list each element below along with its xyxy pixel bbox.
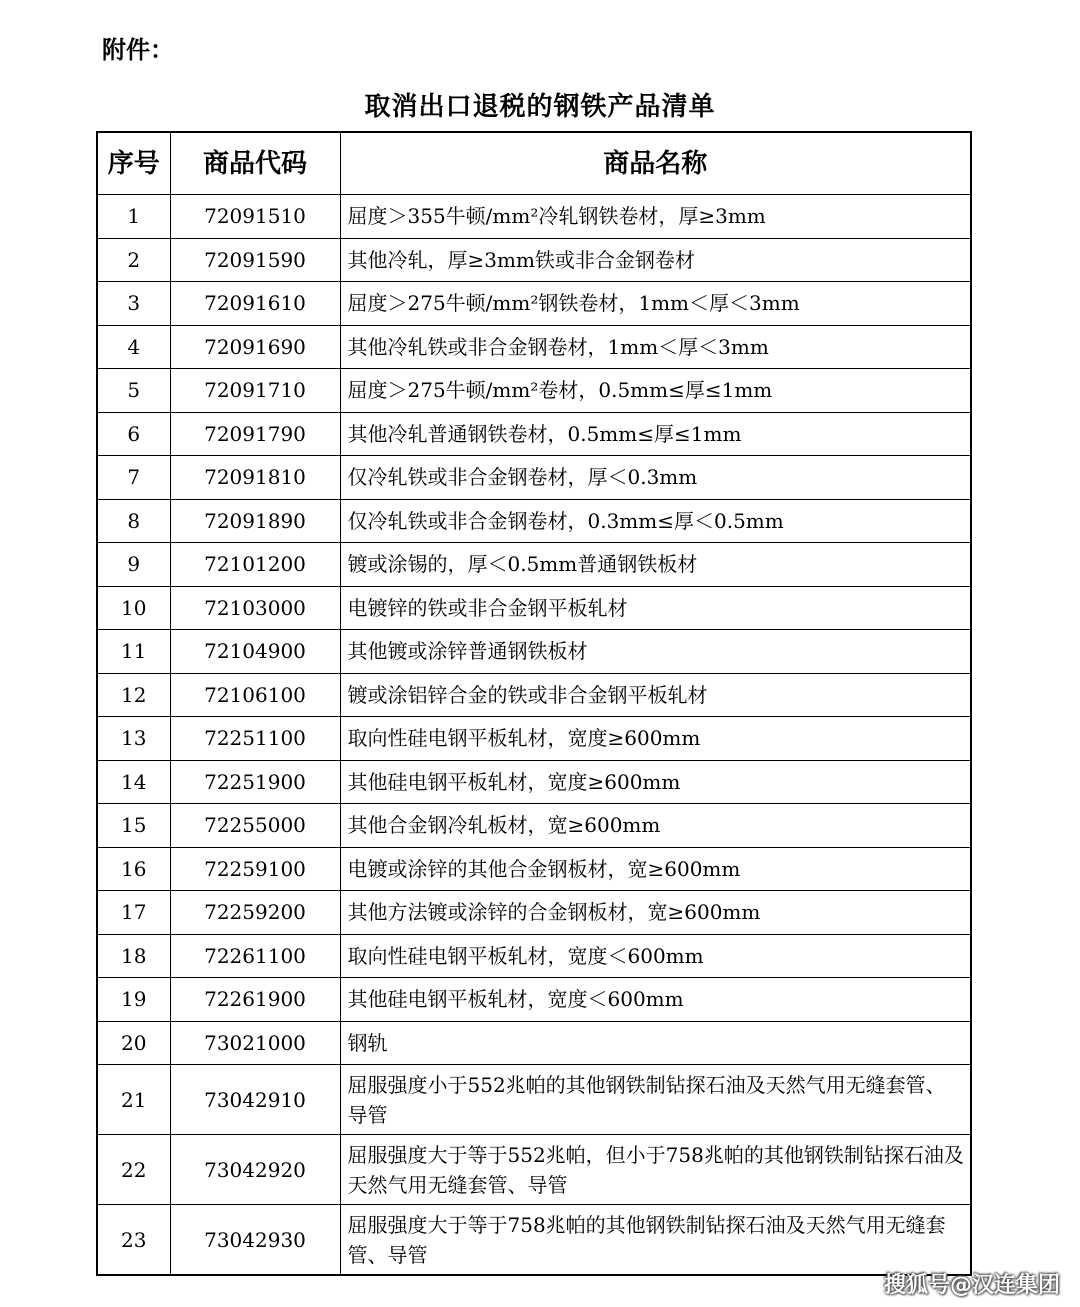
- row-code: 73042930: [170, 1205, 340, 1276]
- row-code: 72103000: [170, 586, 340, 630]
- row-code: 72259100: [170, 847, 340, 891]
- table-row: [97, 499, 971, 543]
- row-index: 4: [97, 325, 170, 369]
- row-code: 72261100: [170, 934, 340, 978]
- row-code: 72259200: [170, 891, 340, 935]
- table-row: [97, 760, 971, 804]
- product-table: [96, 131, 972, 1276]
- table-row: [97, 1065, 971, 1135]
- header-name: 商品名称: [340, 132, 971, 195]
- attachment-label: 附件：: [102, 36, 174, 64]
- row-code: 72091710: [170, 369, 340, 413]
- row-code: 72091690: [170, 325, 340, 369]
- table-row: [97, 673, 971, 717]
- row-name: 屈度＞275牛顿/mm²卷材，0.5mm≤厚≤1mm: [340, 369, 971, 413]
- row-index: 2: [97, 238, 170, 282]
- row-index: 20: [97, 1021, 170, 1065]
- row-code: 72104900: [170, 630, 340, 674]
- row-index: 16: [97, 847, 170, 891]
- row-name: 其他硅电钢平板轧材，宽度≥600mm: [340, 760, 971, 804]
- table-row: [97, 804, 971, 848]
- table-row: [97, 1021, 971, 1065]
- table-row: [97, 412, 971, 456]
- row-index: 7: [97, 456, 170, 500]
- table-row: [97, 282, 971, 326]
- table-row: [97, 630, 971, 674]
- row-index: 22: [97, 1135, 170, 1205]
- row-index: 14: [97, 760, 170, 804]
- row-name: 其他硅电钢平板轧材，宽度＜600mm: [340, 978, 971, 1022]
- row-code: 72106100: [170, 673, 340, 717]
- row-name: 其他冷轧铁或非合金钢卷材，1mm＜厚＜3mm: [340, 325, 971, 369]
- row-code: 72091790: [170, 412, 340, 456]
- row-index: 18: [97, 934, 170, 978]
- row-name: 镀或涂锡的，厚＜0.5mm普通钢铁板材: [340, 543, 971, 587]
- watermark: 搜狐号@汉连集团: [883, 1273, 1060, 1298]
- row-index: 12: [97, 673, 170, 717]
- row-name: 镀或涂铝锌合金的铁或非合金钢平板轧材: [340, 673, 971, 717]
- table-row: [97, 717, 971, 761]
- header-code: 商品代码: [170, 132, 340, 195]
- row-code: 73042910: [170, 1065, 340, 1135]
- row-index: 13: [97, 717, 170, 761]
- row-index: 3: [97, 282, 170, 326]
- row-code: 73042920: [170, 1135, 340, 1205]
- row-name: 屈度＞275牛顿/mm²钢铁卷材，1mm＜厚＜3mm: [340, 282, 971, 326]
- table-header-row: [97, 132, 971, 195]
- table-row: [97, 369, 971, 413]
- row-index: 8: [97, 499, 170, 543]
- row-index: 15: [97, 804, 170, 848]
- row-code: 72251100: [170, 717, 340, 761]
- row-code: 73021000: [170, 1021, 340, 1065]
- row-code: 72255000: [170, 804, 340, 848]
- row-index: 1: [97, 195, 170, 239]
- header-index: 序号: [97, 132, 170, 195]
- row-name: 其他方法镀或涂锌的合金钢板材，宽≥600mm: [340, 891, 971, 935]
- row-name: 屈服强度大于等于758兆帕的其他钢铁制钻探石油及天然气用无缝套管、导管: [340, 1205, 971, 1276]
- table-row: [97, 586, 971, 630]
- row-name: 仅冷轧铁或非合金钢卷材，厚＜0.3mm: [340, 456, 971, 500]
- row-index: 6: [97, 412, 170, 456]
- row-index: 10: [97, 586, 170, 630]
- table-row: [97, 543, 971, 587]
- table-row: [97, 456, 971, 500]
- row-code: 72091510: [170, 195, 340, 239]
- table-row: [97, 978, 971, 1022]
- row-code: 72091810: [170, 456, 340, 500]
- row-name: 其他合金钢冷轧板材，宽≥600mm: [340, 804, 971, 848]
- row-index: 19: [97, 978, 170, 1022]
- table-row: [97, 195, 971, 239]
- row-index: 11: [97, 630, 170, 674]
- row-name: 取向性硅电钢平板轧材，宽度＜600mm: [340, 934, 971, 978]
- row-code: 72091610: [170, 282, 340, 326]
- row-name: 屈服强度大于等于552兆帕，但小于758兆帕的其他钢铁制钻探石油及天然气用无缝套管、导管: [340, 1135, 971, 1205]
- table-row: [97, 1135, 971, 1205]
- row-name: 仅冷轧铁或非合金钢卷材，0.3mm≤厚＜0.5mm: [340, 499, 971, 543]
- row-index: 17: [97, 891, 170, 935]
- row-name: 取向性硅电钢平板轧材，宽度≥600mm: [340, 717, 971, 761]
- row-name: 电镀锌的铁或非合金钢平板轧材: [340, 586, 971, 630]
- row-name: 屈度＞355牛顿/mm²冷轧钢铁卷材，厚≥3mm: [340, 195, 971, 239]
- row-code: 72091890: [170, 499, 340, 543]
- row-code: 72091590: [170, 238, 340, 282]
- row-index: 9: [97, 543, 170, 587]
- table-row: [97, 1205, 971, 1276]
- row-index: 21: [97, 1065, 170, 1135]
- row-code: 72261900: [170, 978, 340, 1022]
- row-name: 电镀或涂锌的其他合金钢板材，宽≥600mm: [340, 847, 971, 891]
- table-row: [97, 847, 971, 891]
- table-row: [97, 934, 971, 978]
- table-row: [97, 238, 971, 282]
- row-code: 72251900: [170, 760, 340, 804]
- row-index: 5: [97, 369, 170, 413]
- document-title: 取消出口退税的钢铁产品清单: [364, 92, 716, 122]
- table-row: [97, 891, 971, 935]
- row-name: 其他冷轧，厚≥3mm铁或非合金钢卷材: [340, 238, 971, 282]
- row-name: 钢轨: [340, 1021, 971, 1065]
- row-name: 其他镀或涂锌普通钢铁板材: [340, 630, 971, 674]
- row-name: 其他冷轧普通钢铁卷材，0.5mm≤厚≤1mm: [340, 412, 971, 456]
- row-index: 23: [97, 1205, 170, 1276]
- row-code: 72101200: [170, 543, 340, 587]
- table-row: [97, 325, 971, 369]
- row-name: 屈服强度小于552兆帕的其他钢铁制钻探石油及天然气用无缝套管、导管: [340, 1065, 971, 1135]
